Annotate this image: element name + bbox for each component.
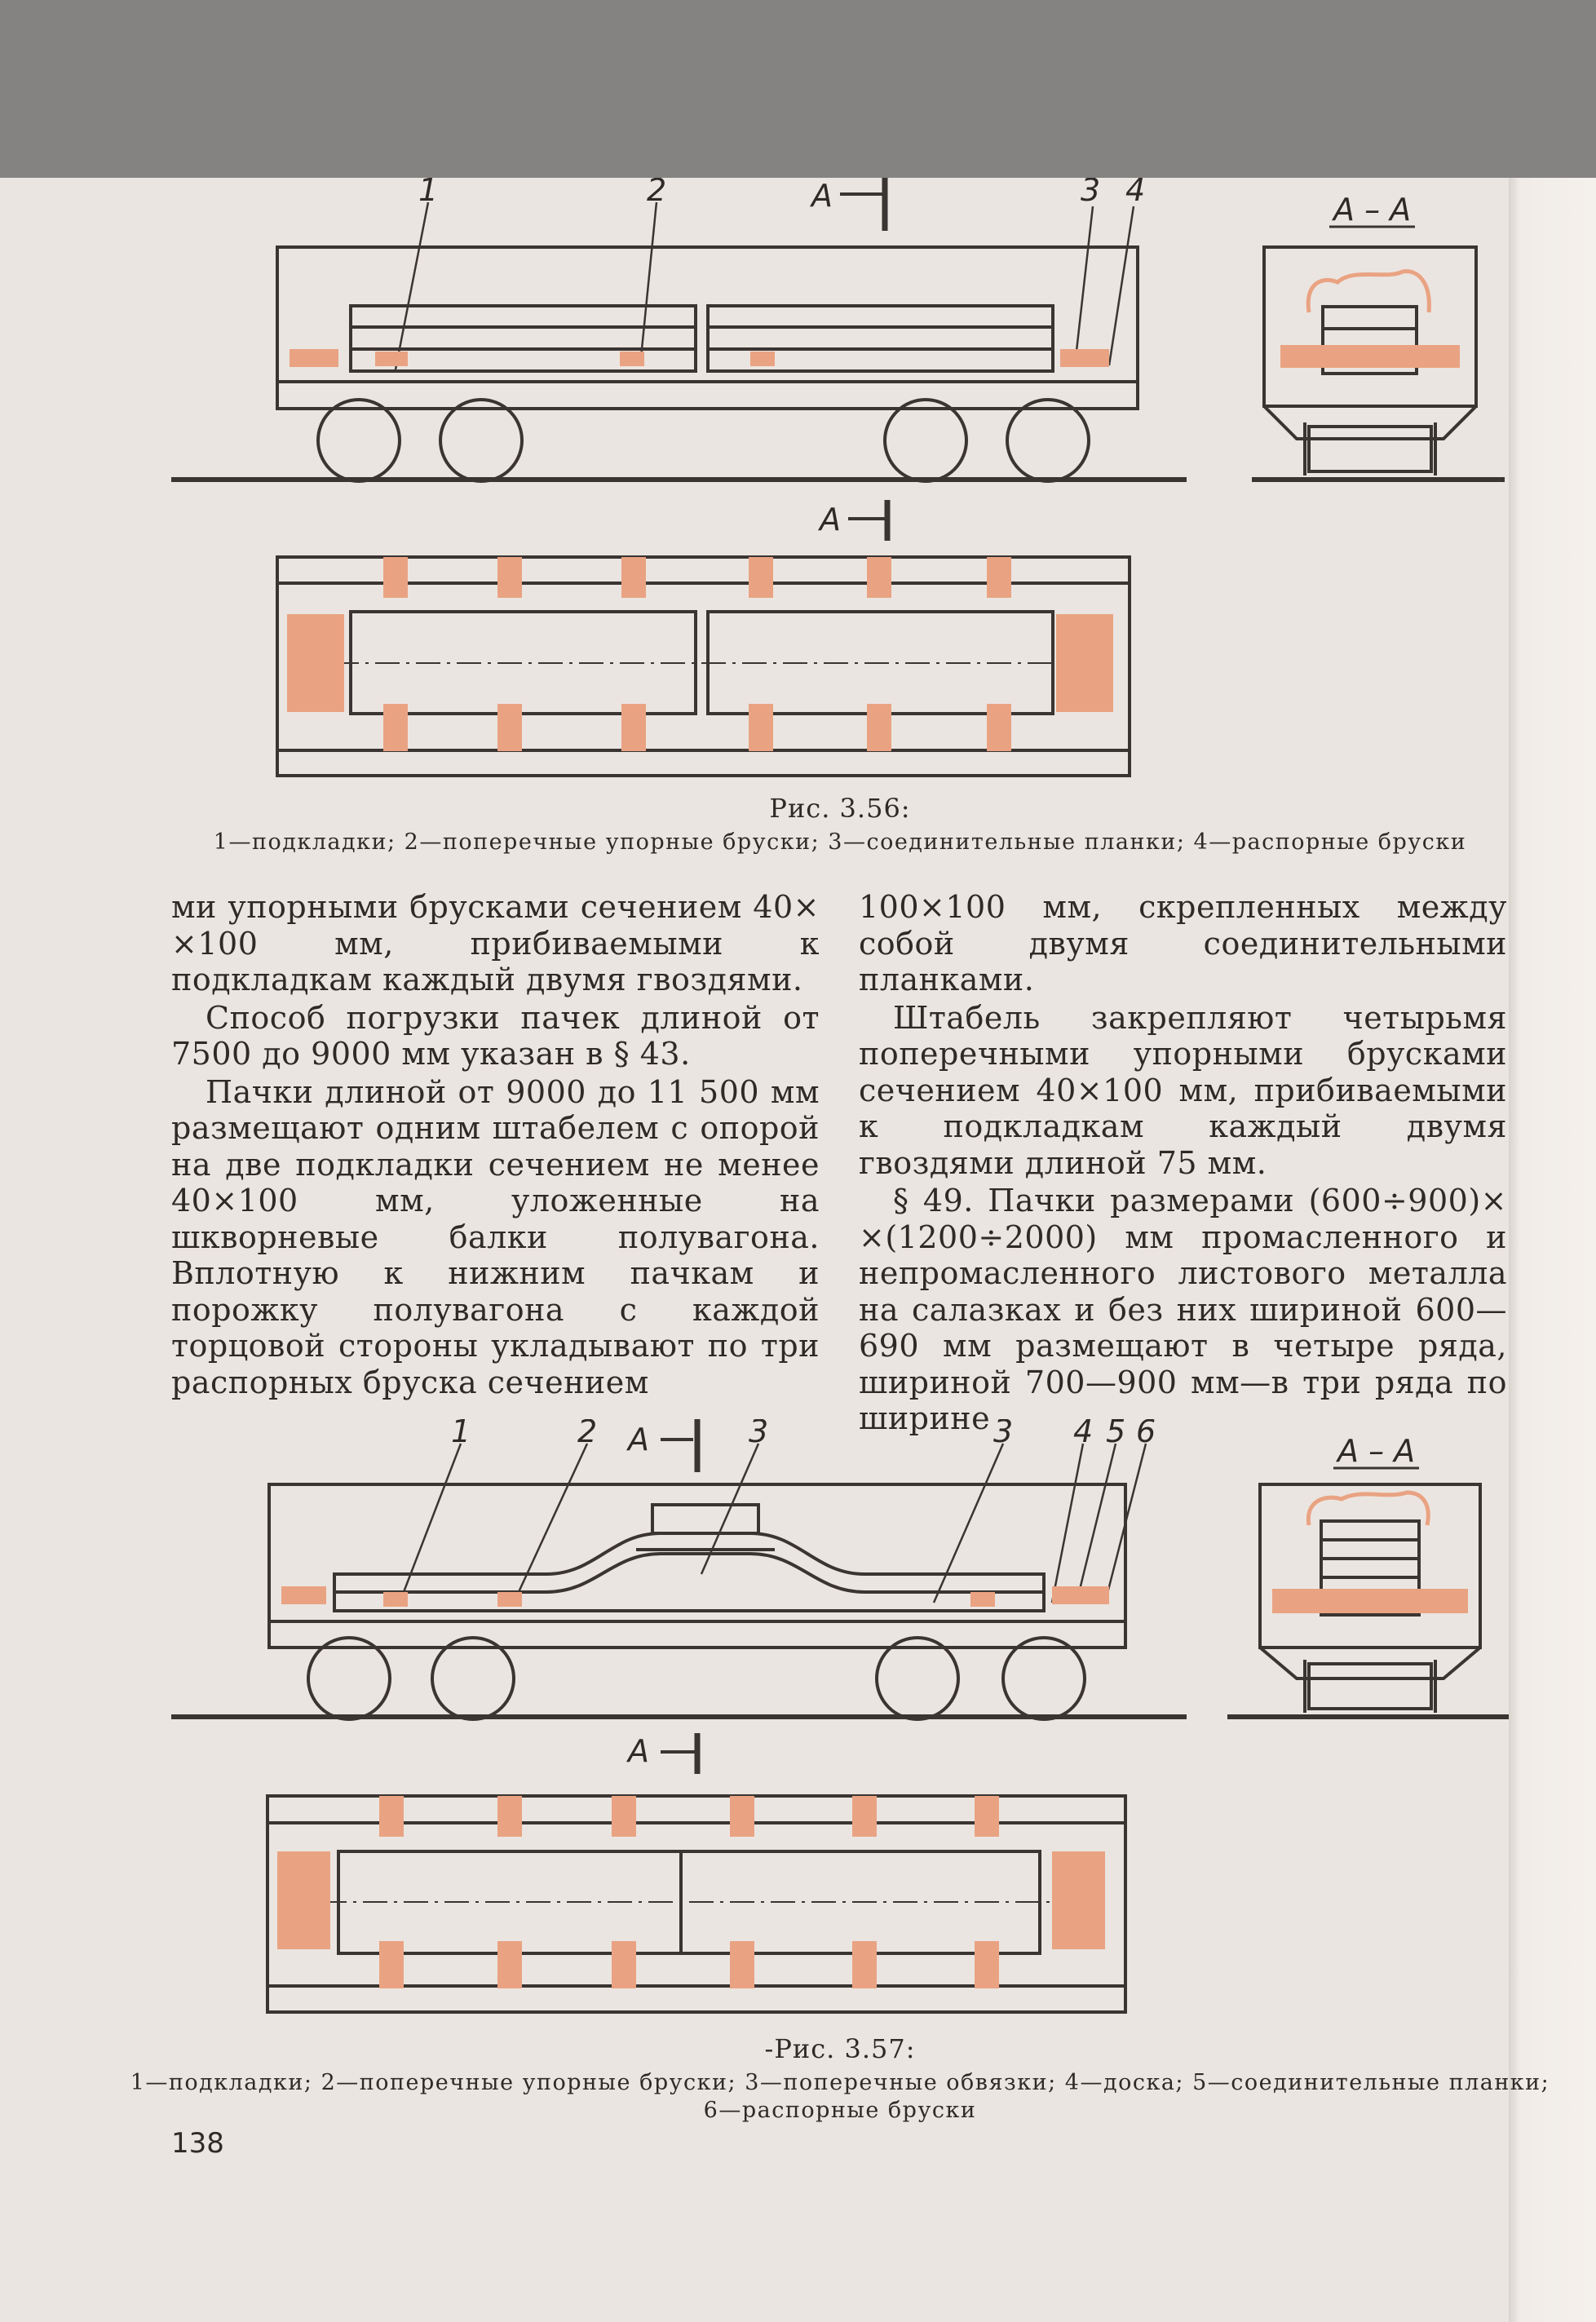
caption-legend-line: 6—распорные бруски [703,2098,977,2123]
section-view-label: A – A [1333,192,1412,228]
paragraph: ми упорными брусками сечением 40× ×100 мм, прибиваемыми к подкладкам каждый двумя гвоздями. [171,889,820,997]
callout-2: 2 [647,178,667,208]
paragraph: § 49. Пачки размерами (600÷900)× ×(1200÷2000) мм промасленного и непромасленного листового металла на салазках и без них шириной 600—690 мм размещают в четыре ряда, шириной 700—900 мм—в три ряда по ширине [859,1183,1507,1436]
section-mark-top: A [628,1422,649,1457]
section-view-body [1264,247,1476,406]
callout-1: 1 [451,1419,471,1449]
wheel [1007,400,1089,481]
section-mark-bottom: A [628,1733,649,1769]
section-mark-bottom: A [820,502,841,537]
page-number: 138 [171,2127,224,2160]
caption-title: -Рис. 3.57: [764,2033,916,2064]
figure-3-56-caption [122,793,1558,856]
callout-6: 6 [1136,1419,1156,1449]
section-view-bogie [1264,406,1476,439]
caption-title: Рис. 3.56: [769,793,911,824]
callout-3: 3 [1081,178,1101,208]
section-mark-top: A [811,178,833,214]
callout-3: 3 [749,1419,769,1449]
callout-4: 4 [1073,1419,1094,1449]
paragraph: Штабель закрепляют четырьмя поперечными упорными брусками сечением 40×100 мм, прибиваемыми к подкладкам каждый двумя гвоздями длиной 75 мм. [859,999,1507,1181]
figure-3-57-drawing [0,1419,1596,2023]
paragraph: 100×100 мм, скрепленных между собой двумя соединительными планками. [859,889,1507,997]
caption-legend [122,2069,1558,2125]
callout-4: 4 [1125,178,1146,208]
wheel [308,1638,390,1719]
wheel [318,400,400,481]
pack-stack [334,1533,1044,1611]
figure-3-57-caption [122,2033,1558,2125]
caption-legend-line: 1—подкладки; 2—поперечные упорные бруски; 3—поперечные обвязки; 4—доска; 5—соединительные планки; [130,2070,1550,2095]
paragraph: Способ погрузки пачек длиной от 7500 до 9000 мм указан в § 43. [171,999,820,1072]
section-view-label: A – A [1337,1433,1416,1469]
section-view-body [1260,1484,1480,1648]
scan-top-band [0,0,1596,178]
callout-1: 1 [418,178,439,208]
wagon-floor-beam [277,382,1138,409]
wagon-floor-beam [269,1621,1125,1648]
caption-legend: 1—подкладки; 2—поперечные упорные бруски; 3—соединительные планки; 4—распорные бруски [213,829,1467,855]
paragraph: Пачки длиной от 9000 до 11 500 мм размещают одним штабелем с опорой на две подкладки сечением не менее 40×100 мм, уложенные на шкворневые балки полувагона. Вплотную к нижним пачкам и порожку полувагона с каждой торцовой стороны укладывают по три распорных бруска сечением [171,1073,820,1400]
wheel [432,1638,514,1719]
wheel [877,1638,958,1719]
wheel [885,400,966,481]
text-column-right [859,889,1507,1439]
figure-3-56-drawing [0,178,1596,806]
wheel [440,400,522,481]
callout-2: 2 [577,1419,598,1449]
wheel [1003,1638,1085,1719]
text-column-left [171,889,820,1402]
callout-5: 5 [1106,1419,1126,1449]
callout-3: 3 [993,1419,1014,1449]
